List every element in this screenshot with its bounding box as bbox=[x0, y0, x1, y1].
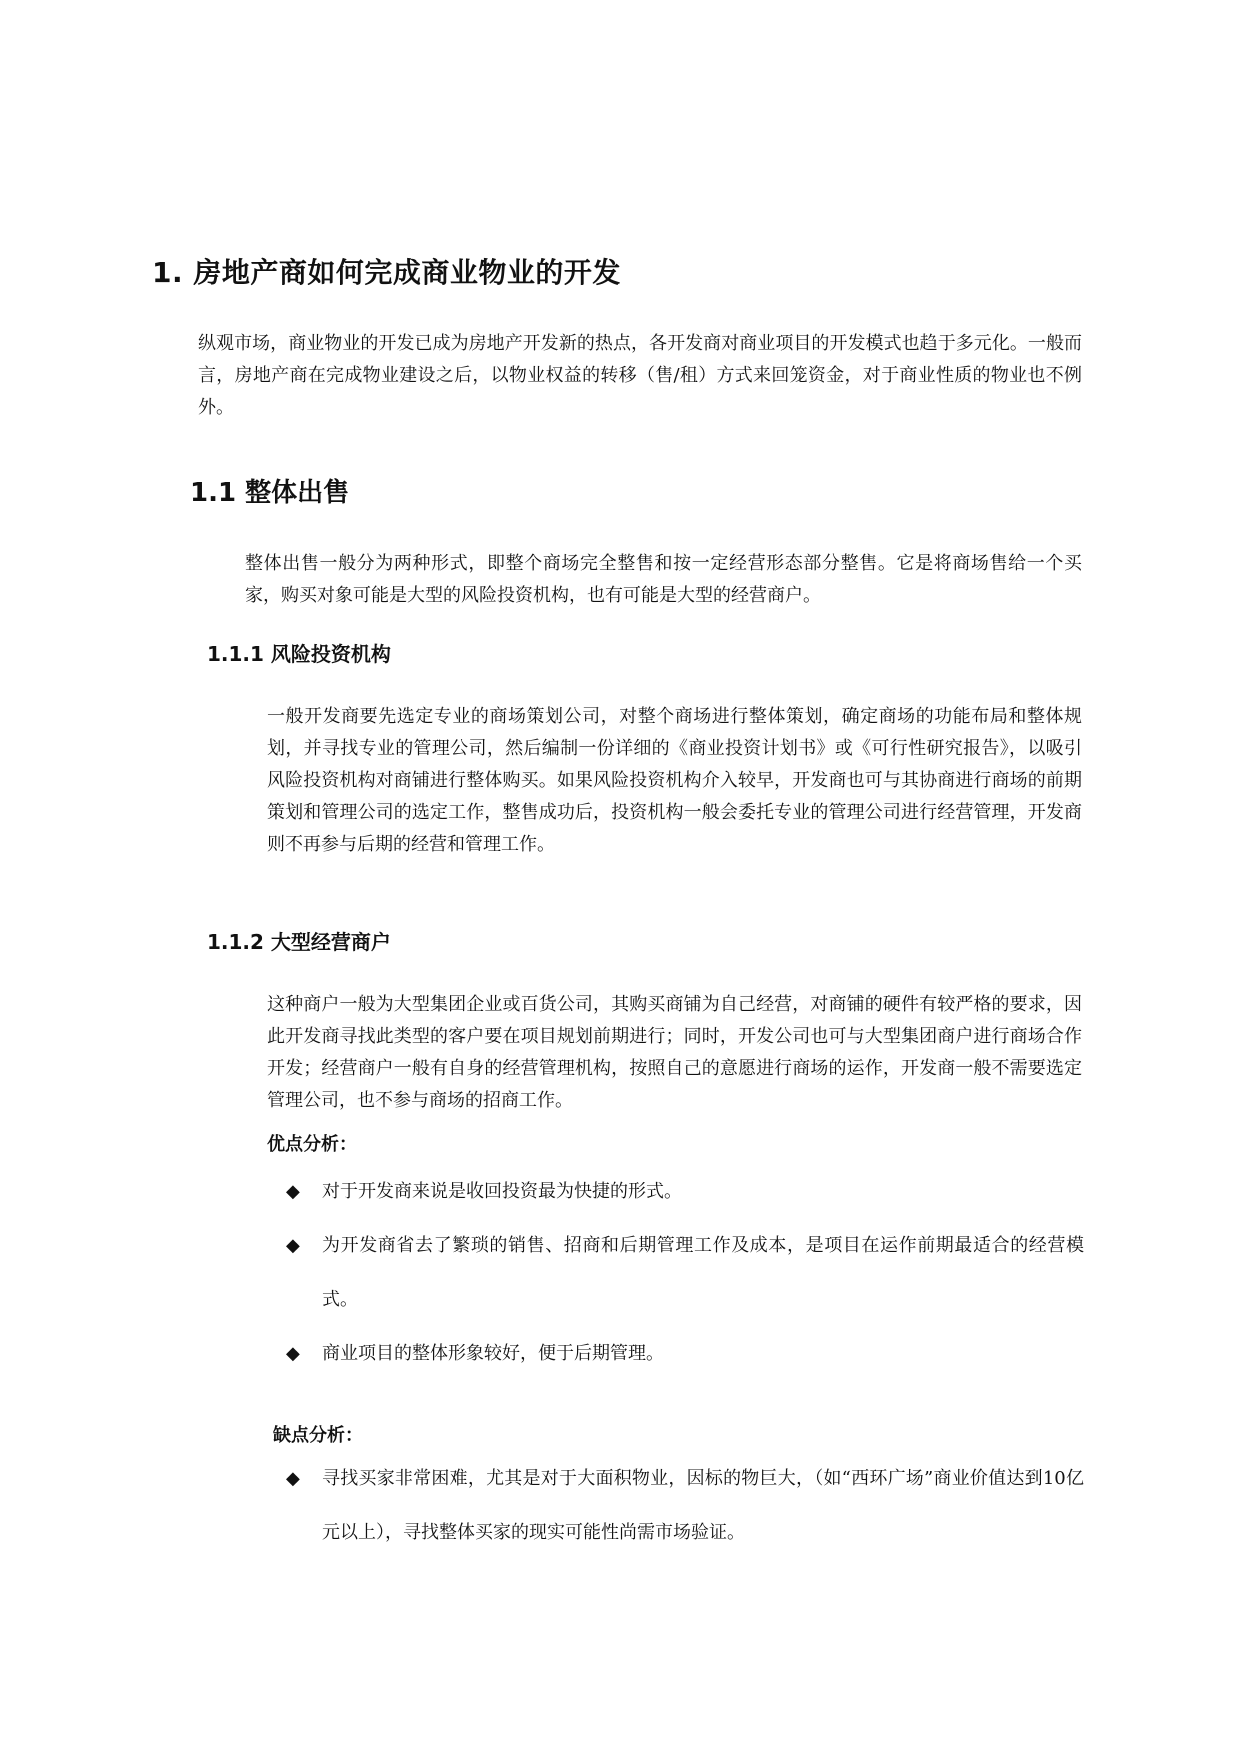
list-item bbox=[284, 1165, 1084, 1219]
diamond-bullet-icon: ◆ bbox=[286, 1181, 300, 1202]
advantages-label: 优点分析： bbox=[267, 1134, 357, 1155]
disadvantages-label: 缺点分析： bbox=[273, 1425, 363, 1446]
list-item bbox=[284, 1219, 1084, 1327]
section-1-paragraph: 纵观市场，商业物业的开发已成为房地产开发新的热点，各开发商对商业项目的开发模式也趋于多元化。一般而言，房地产商在完成物业建设之后，以物业权益的转移（售/租）方式来回笼资金，对于商业性质的物业也不例外。 bbox=[198, 333, 1082, 418]
section-1-1-2-heading: 1.1.2 大型经营商户 bbox=[207, 930, 391, 954]
disadvantage-text: 寻找买家非常困难，尤其是对于大面积物业，因标的物巨大，（如“西环广场”商业价值达到10亿元以上），寻找整体买家的现实可能性尚需市场验证。 bbox=[322, 1468, 1084, 1543]
advantage-text: 商业项目的整体形象较好，便于后期管理。 bbox=[322, 1343, 664, 1364]
section-1-1-paragraph: 整体出售一般分为两种形式，即整个商场完全整售和按一定经营形态部分整售。它是将商场售给一个买家，购买对象可能是大型的风险投资机构，也有可能是大型的经营商户。 bbox=[245, 553, 1082, 606]
list-item bbox=[284, 1327, 1084, 1381]
section-1-1-heading: 1.1 整体出售 bbox=[190, 478, 350, 508]
advantage-text: 对于开发商来说是收回投资最为快捷的形式。 bbox=[322, 1181, 682, 1202]
list-item bbox=[284, 1452, 1084, 1560]
advantages-list bbox=[284, 1165, 1084, 1381]
advantage-text: 为开发商省去了繁琐的销售、招商和后期管理工作及成本，是项目在运作前期最适合的经营模式。 bbox=[322, 1235, 1084, 1310]
diamond-bullet-icon: ◆ bbox=[286, 1343, 300, 1364]
section-1-heading: 1. 房地产商如何完成商业物业的开发 bbox=[152, 256, 621, 289]
diamond-bullet-icon: ◆ bbox=[286, 1468, 300, 1489]
disadvantages-list bbox=[284, 1452, 1084, 1560]
section-1-1-1-paragraph: 一般开发商要先选定专业的商场策划公司，对整个商场进行整体策划，确定商场的功能布局和整体规划，并寻找专业的管理公司，然后编制一份详细的《商业投资计划书》或《可行性研究报告》，以吸引风险投资机构对商铺进行整体购买。如果风险投资机构介入较早，开发商也可与其协商进行商场的前期策划和管理公司的选定工作，整售成功后，投资机构一般会委托专业的管理公司进行经营管理，开发商则不再参与后期的经营和管理工作。 bbox=[267, 706, 1082, 855]
diamond-bullet-icon: ◆ bbox=[286, 1235, 300, 1256]
section-1-1-1-heading: 1.1.1 风险投资机构 bbox=[207, 642, 391, 666]
section-1-1-2-paragraph: 这种商户一般为大型集团企业或百货公司，其购买商铺为自己经营，对商铺的硬件有较严格的要求，因此开发商寻找此类型的客户要在项目规划前期进行；同时，开发公司也可与大型集团商户进行商场合作开发；经营商户一般有自身的经营管理机构，按照自己的意愿进行商场的运作，开发商一般不需要选定管理公司，也不参与商场的招商工作。 bbox=[267, 994, 1082, 1111]
